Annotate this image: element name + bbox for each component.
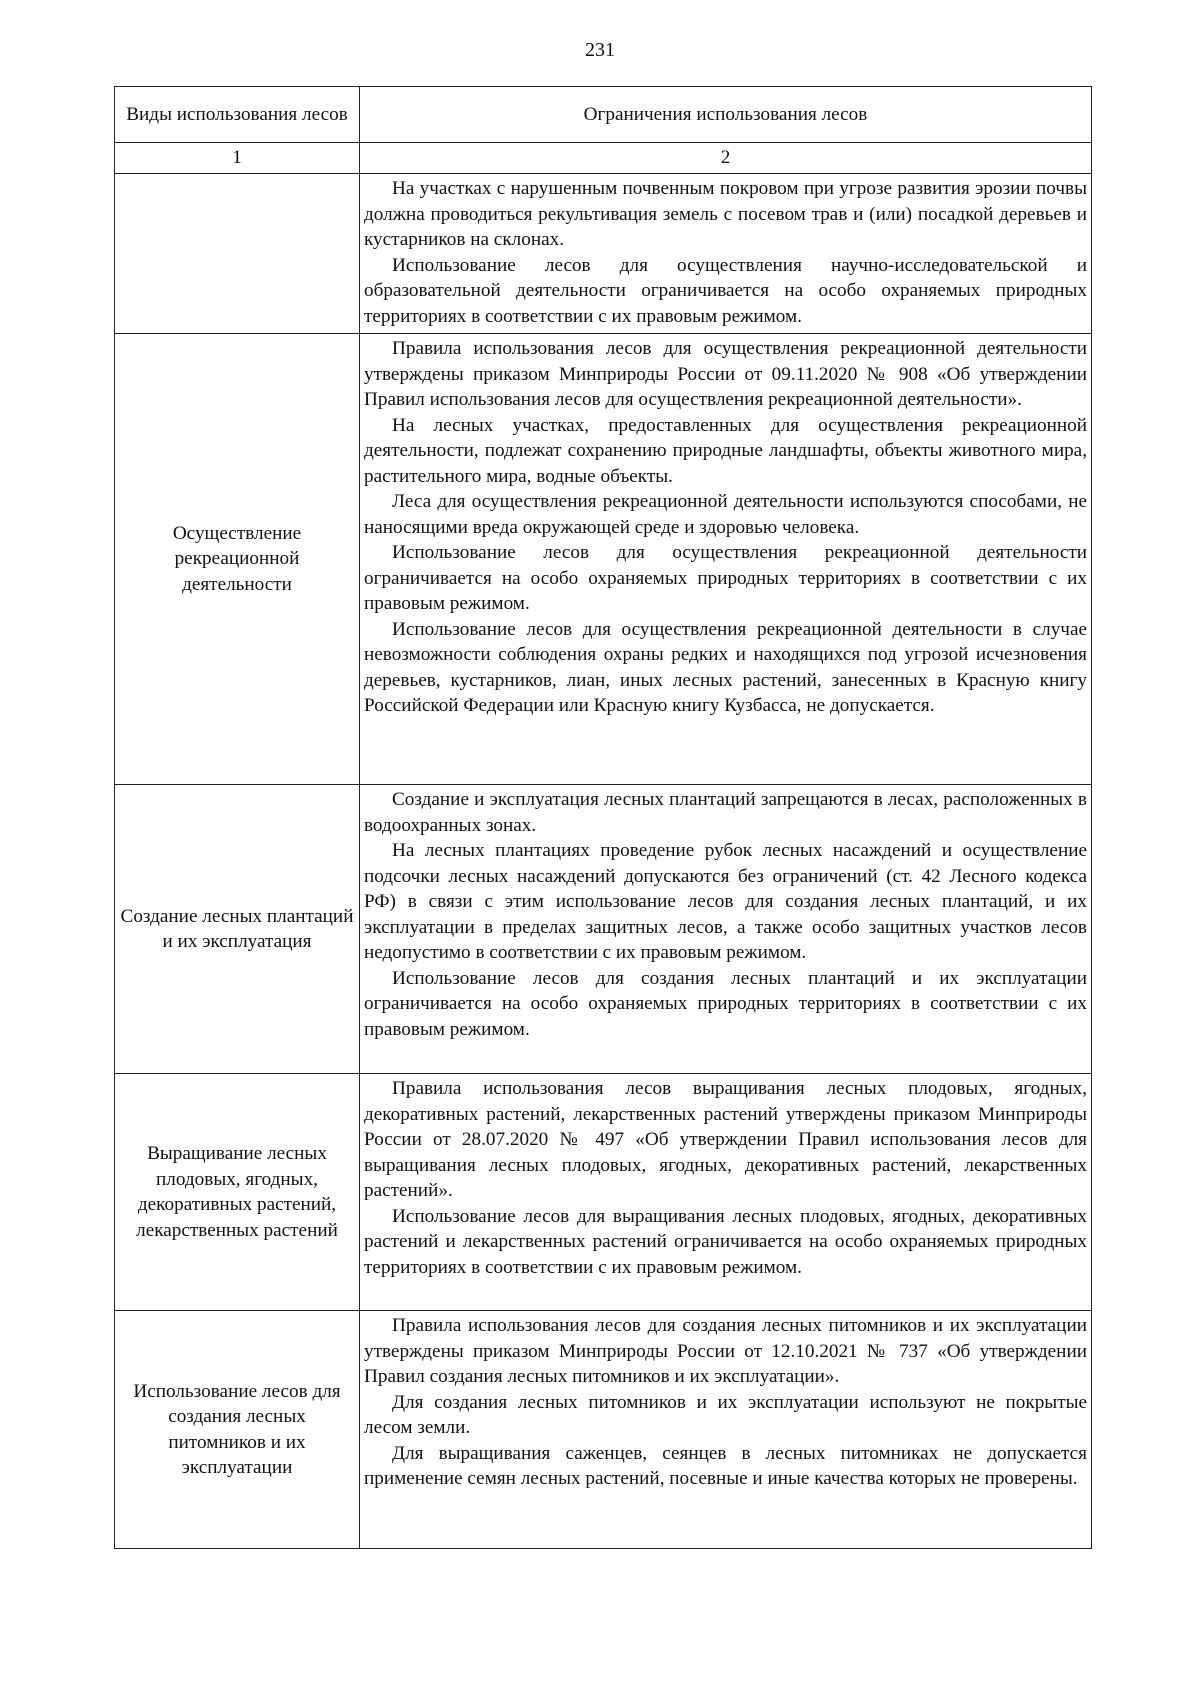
restriction-paragraph: На лесных плантациях проведение рубок лесных насаждений и осуществление подсочки лесных насаждений допускаются без ограничений (ст. 42 Лесного кодекса РФ) в связи с этим использование лесов для создания лесных плантаций, и их эксплуатации в пределах защитных лесов, а также особо защитных участков лесов недопустимо в соответствии с их правовым режимом. bbox=[364, 840, 1087, 963]
restriction-paragraph: Использование лесов для осуществления научно-исследовательской и образовательной деятельности ограничивается на особо охраняемых природных территориях в соответствии с их правовым режимом. bbox=[364, 254, 1087, 327]
restrictions-cell bbox=[360, 1074, 1092, 1311]
kind-label: Использование лесов для создания лесных питомников и их эксплуатации bbox=[133, 1380, 341, 1478]
restriction-paragraph: Создание и эксплуатация лесных плантаций запрещаются в лесах, расположенных в водоохранных зонах. bbox=[364, 789, 1087, 836]
forest-use-restrictions-table bbox=[114, 86, 1092, 1549]
page-number: 231 bbox=[585, 39, 615, 61]
restriction-paragraph: Использование лесов для выращивания лесных плодовых, ягодных, декоративных растений и лекарственных растений ограничивается на особо охраняемых природных территориях в соответствии с их правовым режимом. bbox=[364, 1205, 1087, 1278]
table-row bbox=[115, 174, 1092, 334]
header-cell-restrictions bbox=[360, 87, 1092, 143]
table-header-row bbox=[115, 87, 1092, 143]
table-row bbox=[115, 334, 1092, 785]
table-row bbox=[115, 1074, 1092, 1311]
kind-cell bbox=[115, 785, 360, 1074]
restriction-paragraph: На участках с нарушенным почвенным покровом при угрозе развития эрозии почвы должна проводиться рекультивация земель с посевом трав и (или) посадкой деревьев и кустарников на склонах. bbox=[364, 178, 1087, 250]
header-label-kind: Виды использования лесов bbox=[126, 103, 348, 125]
restriction-paragraph: На лесных участках, предоставленных для осуществления рекреационной деятельности, подлежат сохранению природные ландшафты, объекты животного мира, растительного мира, водные объекты. bbox=[364, 414, 1087, 487]
restrictions-cell bbox=[360, 174, 1092, 334]
kind-cell bbox=[115, 1311, 360, 1549]
table-row bbox=[115, 785, 1092, 1074]
restriction-paragraph: Правила использования лесов для создания лесных питомников и их эксплуатации утверждены приказом Минприроды России от 12.10.2021 № 737 «Об утверждении Правил создания лесных питомников и их эксплуатации». bbox=[364, 1315, 1087, 1387]
kind-label: Выращивание лесных плодовых, ягодных, декоративных растений, лекарственных растений bbox=[136, 1143, 338, 1241]
restriction-paragraph: Для создания лесных питомников и их эксплуатации используют не покрытые лесом земли. bbox=[364, 1391, 1087, 1438]
column-number-2: 2 bbox=[360, 143, 1092, 174]
restriction-paragraph: Для выращивания саженцев, сеянцев в лесных питомниках не допускается применение семян лесных растений, посевные и иные качества которых не проверены. bbox=[364, 1442, 1087, 1489]
header-cell-kind bbox=[115, 87, 360, 143]
column-number-1: 1 bbox=[115, 143, 360, 174]
restrictions-cell bbox=[360, 785, 1092, 1074]
kind-cell bbox=[115, 334, 360, 785]
restrictions-cell bbox=[360, 334, 1092, 785]
kind-cell bbox=[115, 1074, 360, 1311]
restriction-paragraph: Использование лесов для осуществления рекреационной деятельности в случае невозможности соблюдения охраны редких и находящихся под угрозой исчезновения деревьев, кустарников, лиан, иных лесных растений, занесенных в Красную книгу Российской Федерации или Красную книгу Кузбасса, не допускается. bbox=[364, 618, 1087, 716]
column-number-row bbox=[115, 143, 1092, 174]
kind-label: Осуществление рекреационной деятельности bbox=[172, 522, 302, 595]
restriction-paragraph: Леса для осуществления рекреационной деятельности используются способами, не наносящими вреда окружающей среде и здоровью человека. bbox=[364, 491, 1087, 538]
restriction-paragraph: Правила использования лесов выращивания лесных плодовых, ягодных, декоративных растений, лекарственных растений утверждены приказом Минприроды России от 28.07.2020 № 497 «Об утверждении Правил использования лесов для выращивания лесных плодовых, ягодных, декоративных растений, лекарственных растений». bbox=[364, 1078, 1087, 1201]
restriction-paragraph: Использование лесов для создания лесных плантаций и их эксплуатации ограничивается на особо охраняемых природных территориях в соответствии с их правовым режимом. bbox=[364, 967, 1087, 1040]
restriction-paragraph: Правила использования лесов для осуществления рекреационной деятельности утверждены приказом Минприроды России от 09.11.2020 № 908 «Об утверждении Правил использования лесов для осуществления рекреационной деятельности». bbox=[364, 338, 1087, 410]
restriction-paragraph: Использование лесов для осуществления рекреационной деятельности ограничивается на особо охраняемых природных территориях в соответствии с их правовым режимом. bbox=[364, 542, 1087, 614]
kind-label: Создание лесных плантаций и их эксплуатация bbox=[120, 905, 354, 952]
restrictions-cell bbox=[360, 1311, 1092, 1549]
kind-cell bbox=[115, 174, 360, 334]
header-label-restrictions: Ограничения использования лесов bbox=[583, 103, 868, 125]
table-row bbox=[115, 1311, 1092, 1549]
